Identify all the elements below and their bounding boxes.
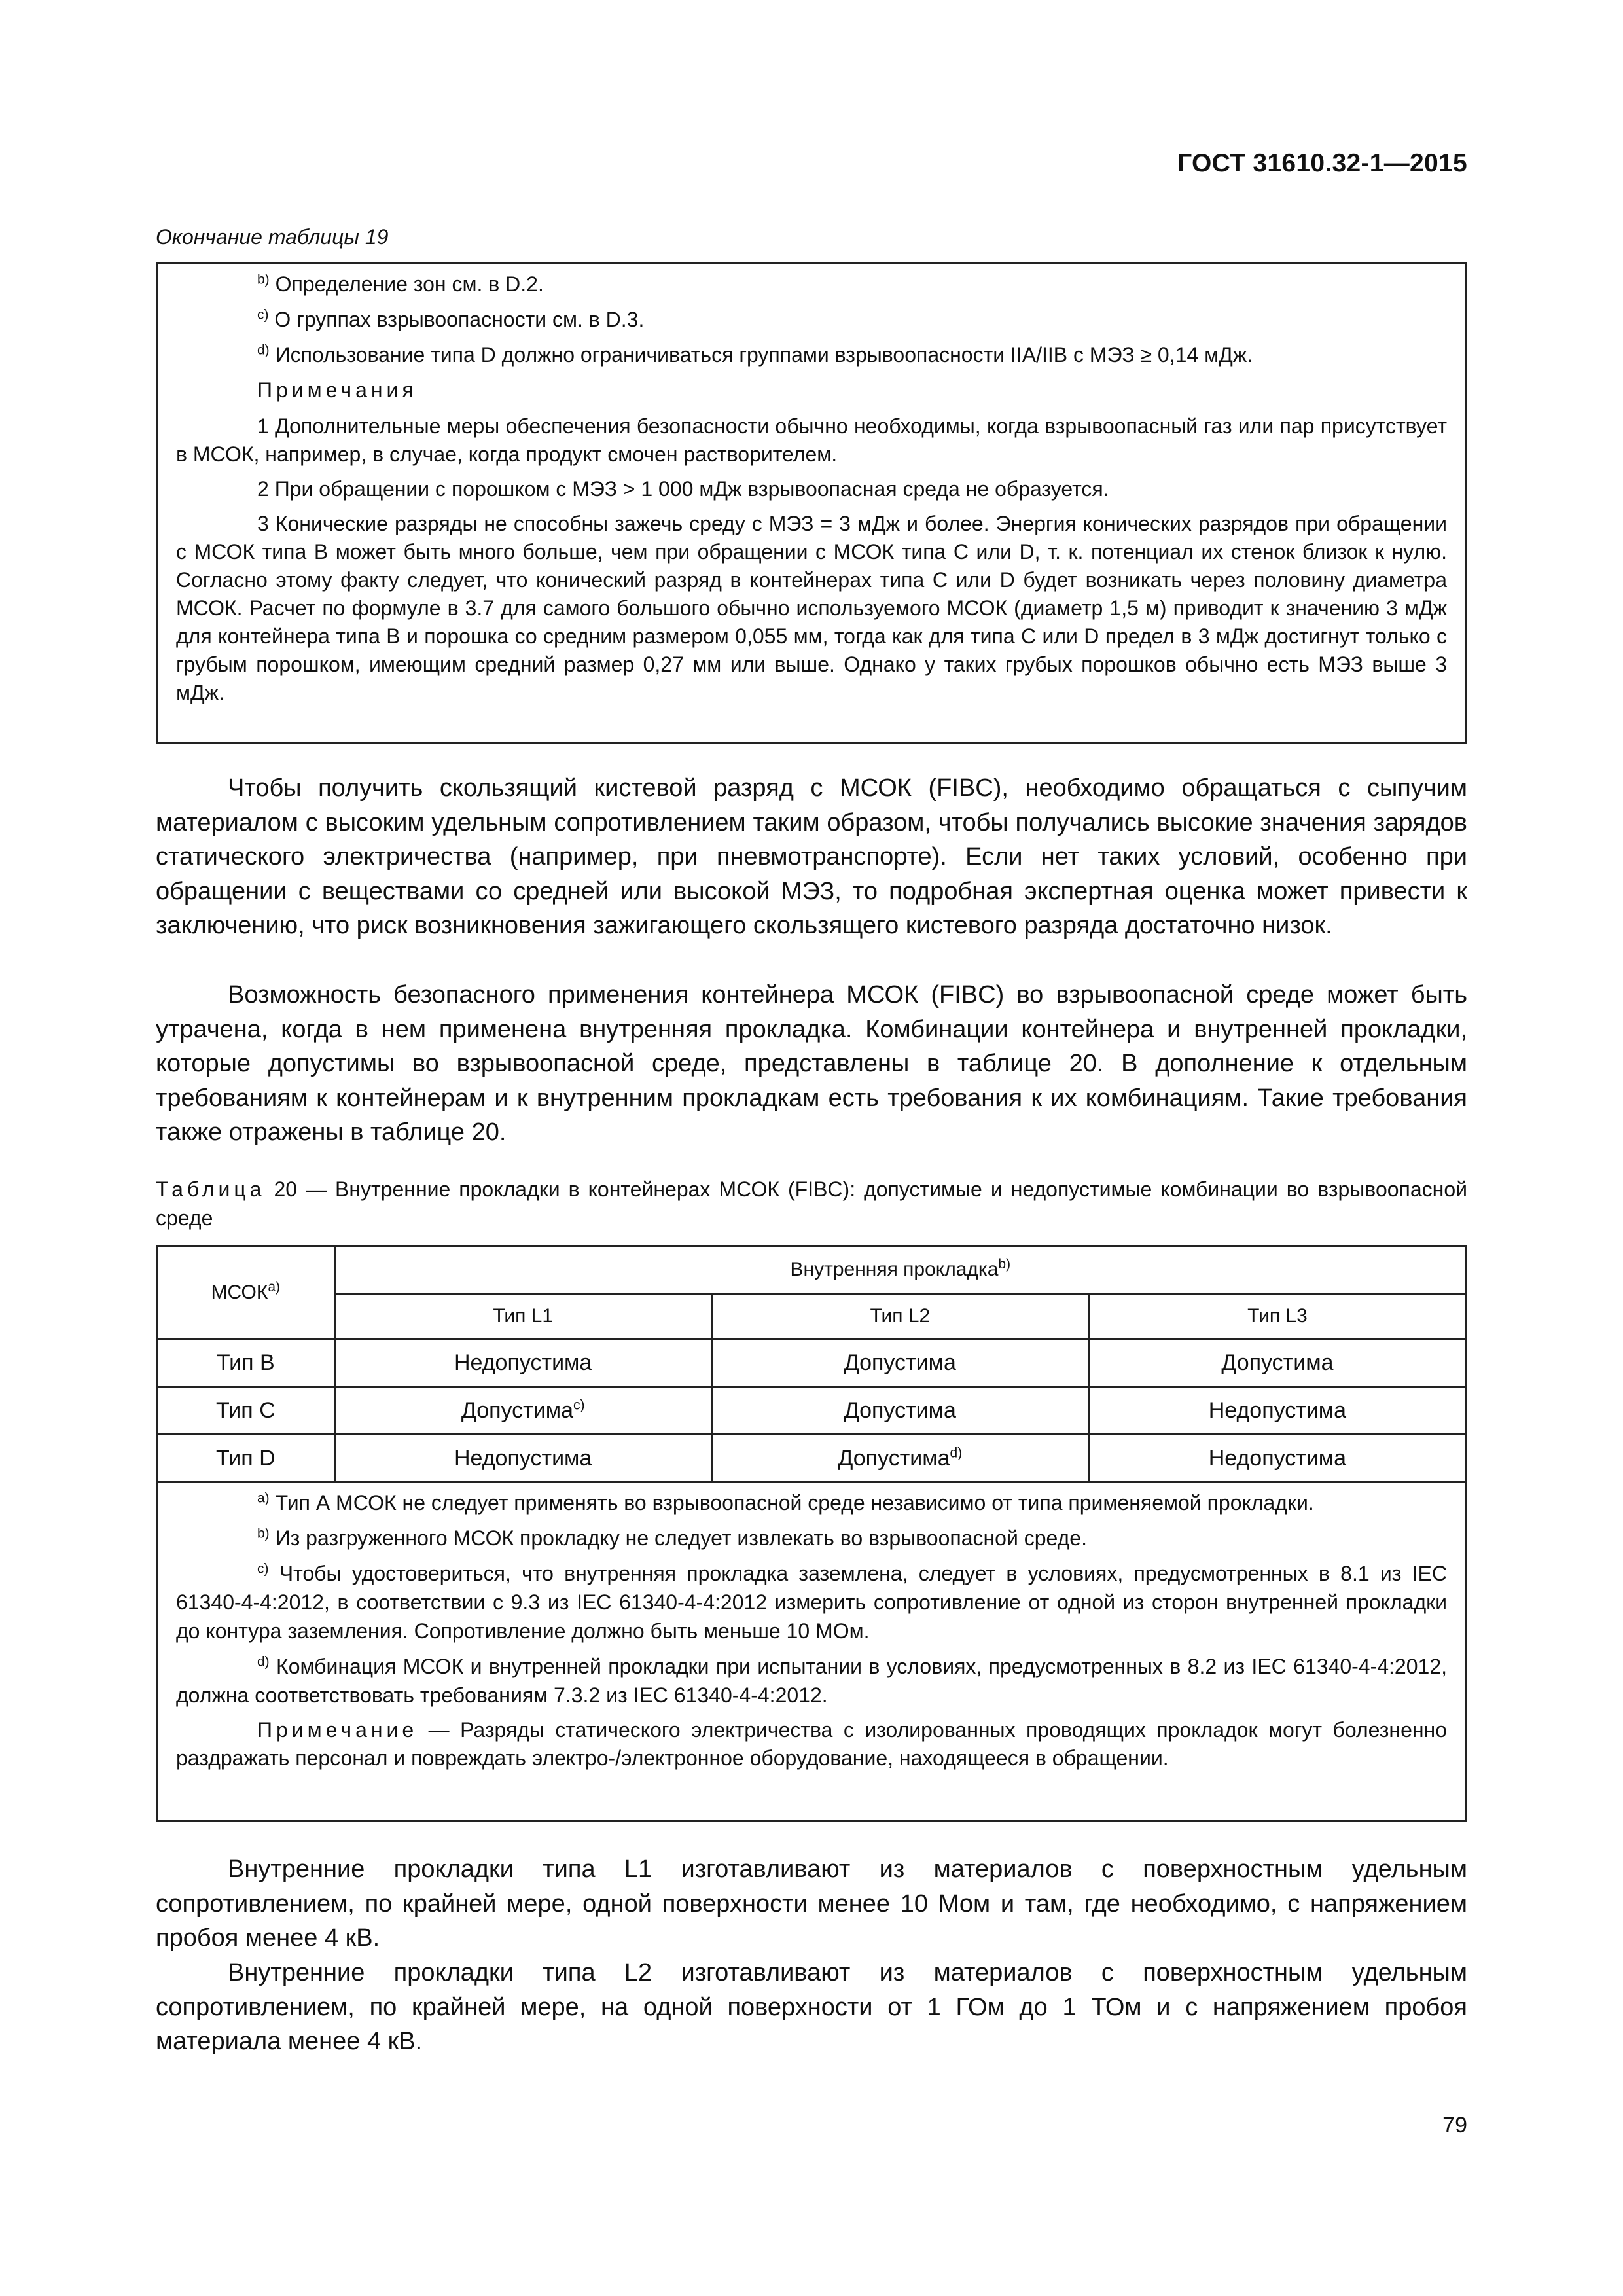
- footnote-d: $^{d)}$ Использование типа D должно ограничиваться группами взрывоопасности IIA/IIB с МЭЗ ≥ 0,14 мДж.: [257, 342, 1253, 367]
- table-cell: Недопустима: [1088, 1435, 1466, 1482]
- table-cell: Тип D: [157, 1435, 335, 1482]
- footnote-d: $^{d)}$ Комбинация МСОК и внутренней прокладки при испытании в условиях, предусмотренных в 8.2 из IEC 61340-4-4:2012, должна соответствовать требованиям 7.3.2 из IEC 61340-4-4:2012.: [176, 1654, 1447, 1707]
- subheader-l2: Тип L2: [711, 1294, 1088, 1339]
- table-row: [157, 1435, 1467, 1482]
- body-paragraph: Чтобы получить скользящий кистевой разряд с МСОК (FIBC), необходимо обращаться с сыпучим материалом с высоким удельным сопротивлением таким образом, чтобы получались высокие значения зарядов статического электричества (например, при пневмотранспорте). Если нет таких условий, особенно при обращении с веществами со средней или высокой МЭЗ, то подробная экспертная оценка может привести к заключению, что риск возникновения зажигающего скользящего кистевого разряда достаточно низок.: [156, 774, 1467, 939]
- column-header-msok: МСОК$^{a)}$: [157, 1246, 335, 1339]
- table-cell: Недопустима: [334, 1435, 711, 1482]
- subheader-l1: Тип L1: [334, 1294, 711, 1339]
- table-continuation-label: Окончание таблицы 19: [156, 225, 389, 249]
- document-code: ГОСТ 31610.32-1—2015: [1177, 149, 1467, 177]
- table-cell: Тип B: [157, 1339, 335, 1387]
- table-cell: Недопустима: [1088, 1387, 1466, 1435]
- subheader-l3: Тип L3: [1088, 1294, 1466, 1339]
- table-cell: Недопустима: [334, 1339, 711, 1387]
- body-paragraph: Возможность безопасного применения контейнера МСОК (FIBC) во взрывоопасной среде может быть утрачена, когда в нем применена внутренняя прокладка. Комбинации контейнера и внутренней прокладки, которые допустимы во взрывоопасной среде, представлены в таблице 20. В дополнение к отдельным требованиям к контейнерам и к внутренним прокладкам есть требования к их комбинациям. Такие требования также отражены в таблице 20.: [156, 981, 1467, 1146]
- table-row: [157, 1387, 1467, 1435]
- table20-footer-box: [156, 1480, 1467, 1822]
- table-cell: Допустима: [711, 1387, 1088, 1435]
- footnote-a: $^{a)}$ Тип А МСОК не следует применять во взрывоопасной среде независимо от типа применяемой прокладки.: [257, 1490, 1314, 1515]
- table20-note: Примечание — Разряды статического электричества с изолированных проводящих прокладок могут болезненно раздражать персонал и повреждать электро-/электронное оборудование, находящееся в обращении.: [176, 1718, 1447, 1770]
- footnote-b: $^{b)}$ Из разгруженного МСОК прокладку не следует извлекать во взрывоопасной среде.: [257, 1526, 1087, 1550]
- note-3: 3 Конические разряды не способны зажечь среду с МЭЗ = 3 мДж и более. Энергия конических разрядов при обращении с МСОК типа В может быть много больше, чем при обращении с МСОК типа С или D, т. к. потенциал их стенок близок к нулю. Согласно этому факту следует, что конический разряд в контейнерах типа С или D будет возникать через половину диаметра МСОК. Расчет по формуле в 3.7 для самого большого обычно используемого МСОК (диаметр 1,5 м) приводит к значению 3 мДж для контейнера типа В и порошка со средним размером 0,055 мм, тогда как для типа С или D предел в 3 мДж достигнут только с грубым порошком, имеющим средний размер 0,27 мм или выше. Однако у таких грубых порошков обычно есть МЭЗ выше 3 мДж.: [176, 512, 1448, 704]
- table-cell: Допустима$^{c)}$: [334, 1387, 711, 1435]
- table-cell: Тип C: [157, 1387, 335, 1435]
- table19-footer-box: [156, 262, 1467, 744]
- body-paragraph: Внутренние прокладки типа L1 изготавливают из материалов с поверхностным удельным сопротивлением, по крайней мере, одной поверхности менее 10 Мом и там, где необходимо, с напряжением пробоя менее 4 кВ.: [156, 1856, 1467, 1952]
- body-paragraph: Внутренние прокладки типа L2 изготавливают из материалов с поверхностным удельным сопротивлением, по крайней мере, на одной поверхности от 1 ГОм до 1 ТОм и с напряжением пробоя материала менее 4 кВ.: [156, 1959, 1467, 2055]
- notes-heading: Примечания: [257, 378, 418, 402]
- footnote-c: $^{c)}$ Чтобы удостовериться, что внутренняя прокладка заземлена, следует в условиях, предусмотренных в 8.1 из IEC 61340-4-4:2012, в соответствии с 9.3 из IEC 61340-4-4:2012 измерить сопротивление от одной из сторон внутренней прокладки до контура заземления. Сопротивление должно быть меньше 10 МОм.: [176, 1561, 1447, 1643]
- note-2: 2 При обращении с порошком с МЭЗ > 1 000 мДж взрывоопасная среда не образуется.: [257, 477, 1109, 501]
- footnote-c: $^{c)}$ О группах взрывоопасности см. в D.3.: [257, 307, 645, 331]
- table20-caption: Таблица 20 — Внутренние прокладки в контейнерах МСОК (FIBC): допустимые и недопустимые комбинации во взрывоопасной среде: [156, 1177, 1467, 1230]
- table-cell: Допустима$^{d)}$: [711, 1435, 1088, 1482]
- table20: [156, 1245, 1467, 1483]
- page-number: 79: [1442, 2113, 1467, 2138]
- note-1: 1 Дополнительные меры обеспечения безопасности обычно необходимы, когда взрывоопасный газ или пар присутствует в МСОК, например, в случае, когда продукт смочен растворителем.: [176, 414, 1447, 466]
- table-cell: Допустима: [1088, 1339, 1466, 1387]
- table-row: [157, 1339, 1467, 1387]
- column-header-liner: Внутренняя прокладка$^{b)}$: [334, 1246, 1466, 1294]
- table-cell: Допустима: [711, 1339, 1088, 1387]
- footnote-b: $^{b)}$ Определение зон см. в D.2.: [257, 272, 544, 296]
